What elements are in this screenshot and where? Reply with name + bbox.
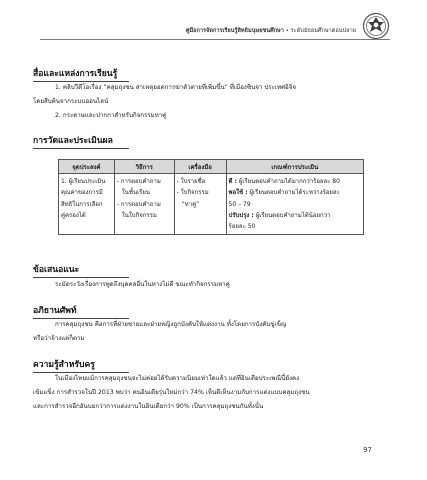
glossary-line-1: การคลุมถุงชน คือการที่ฝ่ายชายและฝ่ายหญิงถูกบังคับให้แต่งงาน ทั้งโดยการบังคับขู่เข็ญ xyxy=(55,321,287,328)
knowledge-line-1: ในเมืองไทยแม้การคลุมถุงชนจะไม่ค่อยได้รับความนิยมเท่าใดแล้ว แต่ที่อินเดียประเพณีนี้ยังคง xyxy=(55,375,300,382)
criteria-line xyxy=(229,221,361,232)
page-number: 97 xyxy=(363,446,372,454)
criteria-label: ปรับปรุง : xyxy=(228,211,254,219)
criteria-cell xyxy=(226,174,363,235)
knowledge-line-3: และการสำรวจอีกอันบอกว่าการแต่งงานในอินเดียกว่า 90% เป็นการคลุมถุงชนกันทั้งนั้น xyxy=(33,403,264,410)
assessment-table xyxy=(58,159,364,235)
criteria-line xyxy=(229,176,361,187)
criteria-text: ผู้เรียนตอบคำถามได้น้อยกว่า xyxy=(255,211,331,219)
table-row xyxy=(59,174,364,235)
sources-item-2: 2. กระดาษและปากกาสำหรับกิจกรรมหาคู่ xyxy=(55,112,167,119)
cell-line: - การตอบคำถาม xyxy=(116,200,161,208)
knowledge-line-2: เข้มแข็ง การสำรวจในปี 2013 พบว่า คนอินเดียรุ่นใหม่กว่า 74% เห็นดีเห็นงามกับการแต่งแบบคลุมถุงชน xyxy=(33,389,310,396)
section-title-sources: สื่อและแหล่งการเรียนรู้ xyxy=(33,66,129,82)
institution-seal-icon xyxy=(362,12,390,40)
header-text xyxy=(186,27,356,35)
method-cell xyxy=(114,174,174,235)
header-separator: • xyxy=(285,28,291,34)
section-title-glossary: อภิธานศัพท์ xyxy=(33,303,129,319)
criteria-label: ดี : xyxy=(228,178,237,185)
tool-cell xyxy=(174,174,226,235)
cell-line: - ใบรายชื่อ xyxy=(176,178,206,185)
cell-line: ในชั้นเรียน xyxy=(121,189,150,197)
section-title-knowledge: ความรู้สำหรับครู xyxy=(33,357,129,373)
table-header-row xyxy=(59,160,364,174)
section-title-assessment: การวัดและประเมินผล xyxy=(33,133,129,149)
cell-line: คุณค่าของการมี xyxy=(61,189,103,197)
cell-line: คู่ครองได้ xyxy=(61,211,86,219)
page-header xyxy=(40,12,390,40)
header-subtitle: ระดับมัธยมศึกษาตอนปลาย xyxy=(290,28,356,34)
cell-line: - ใบกิจกรรม xyxy=(176,189,209,197)
cell-line: “หาคู่” xyxy=(181,200,200,208)
objective-cell xyxy=(59,174,115,235)
glossary-section xyxy=(33,303,396,319)
criteria-text: ผู้เรียนตอบคำถามได้ระหว่างร้อยละ xyxy=(249,189,340,197)
criteria-line xyxy=(229,187,361,198)
cell-line: - การตอบคำถาม xyxy=(116,178,161,185)
glossary-line-2: หรือว่าจ้างแต่ก็ตาม xyxy=(33,335,85,342)
table-header-cell: วิธีการ xyxy=(114,160,174,174)
criteria-line xyxy=(229,199,361,210)
sources-item-1: 1. คลิปวีดีโอเรื่อง “คลุมถุงชน สาเหตุยอดการฆ่าตัวตายที่เพิ่มขึ้น” ที่เมืองซินจา ประเทศอิจิจ xyxy=(55,84,296,91)
cell-line: สิทธิในการเลือก xyxy=(61,200,103,208)
table-header-cell: เครื่องมือ xyxy=(174,160,226,174)
criteria-text: ผู้เรียนตอบคำถามได้มากกว่าร้อยละ 80 xyxy=(238,178,340,185)
criteria-label: พอใช้ : xyxy=(228,189,248,197)
section-title-suggestion: ข้อเสนอแนะ xyxy=(33,262,129,278)
header-title: คู่มือการจัดการเรียนรู้สิทธิมนุษยชนศึกษา xyxy=(185,28,284,34)
criteria-text: ร้อยละ 50 xyxy=(228,223,256,231)
suggestion-section xyxy=(33,262,396,278)
header-rule xyxy=(40,39,390,40)
sources-section xyxy=(33,66,396,82)
assessment-section xyxy=(33,133,396,149)
cell-line: ในใบกิจกรรม xyxy=(121,211,157,219)
table-header-cell: เกณฑ์การประเมิน xyxy=(226,160,363,174)
knowledge-section xyxy=(33,357,396,373)
cell-line: 1. ผู้เรียนประเมิน xyxy=(61,178,106,185)
sources-item-1-cont: โดยสืบค้นจากระบบออนไลน์ xyxy=(33,98,109,105)
criteria-line xyxy=(229,210,361,221)
table-header-cell: จุดประสงค์ xyxy=(59,160,115,174)
criteria-text: 50 – 79 xyxy=(228,200,251,208)
suggestion-text: ระมัดระวังเรื่องการพูดถึงบุคคลอื่นในทางไม่ดี ขณะทำกิจกรรมหาคู่ xyxy=(55,281,230,288)
